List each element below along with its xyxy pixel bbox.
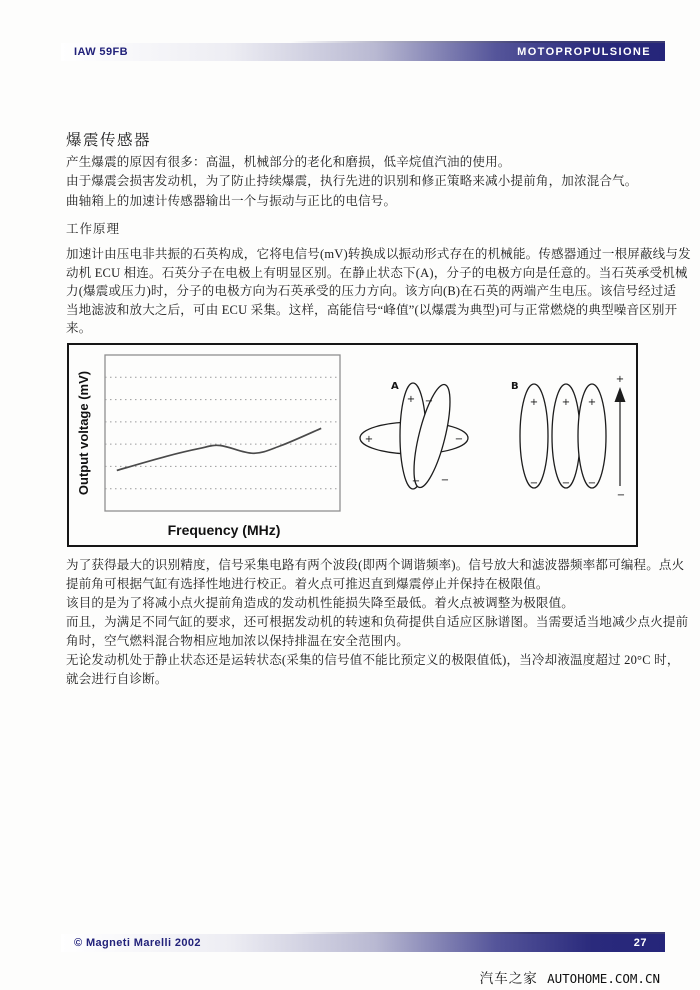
- page-footer: [61, 934, 665, 952]
- section-heading: 工作原理: [66, 222, 121, 236]
- polarity-sign: +: [406, 394, 416, 405]
- text-line: 加速计由压电非共振的石英构成，它将电信号(mV)转换成以振动形式存在的机械能。传感器通过一根屏蔽线与发: [66, 247, 691, 261]
- polarity-sign: +: [615, 374, 625, 385]
- polarity-arrow: [615, 374, 626, 501]
- figure-canvas: [69, 345, 636, 545]
- polarity-sign: −: [424, 396, 434, 407]
- y-axis-label: Output voltage (mV): [76, 370, 91, 496]
- polarity-sign: −: [587, 478, 597, 489]
- watermark-en: AUTOHOME.COM.CN: [547, 971, 660, 986]
- watermark: [480, 967, 660, 987]
- text-line: 提前角可根据气缸有选择性地进行校正。着火点可推迟直到爆震停止并保持在极限值。: [66, 577, 549, 591]
- text-line: 由于爆震会损害发动机，为了防止持续爆震，执行先进的识别和修正策略来减小提前角，加浓混合气。: [66, 174, 638, 189]
- signal-curve: [117, 428, 321, 470]
- polarity-sign: +: [561, 397, 571, 408]
- polarity-sign: −: [529, 478, 539, 489]
- page-header: [61, 43, 665, 61]
- intro-paragraph: [66, 153, 638, 211]
- chart-gridlines: [105, 377, 340, 488]
- polarity-sign: +: [529, 397, 539, 408]
- quartz-molecules-aligned: [511, 374, 626, 501]
- quartz-molecules-random: [360, 381, 468, 491]
- polarity-sign: −: [454, 434, 464, 445]
- chart-plot-area: [105, 355, 340, 511]
- sensor-figure: [67, 343, 638, 547]
- text-line: 曲轴箱上的加速计传感器输出一个与振动与正比的电信号。: [66, 193, 397, 208]
- polarity-sign: −: [561, 478, 571, 489]
- x-axis-label: Frequency (MHz): [167, 522, 281, 538]
- text-line: 来。: [66, 321, 92, 336]
- page-number: 27: [633, 937, 647, 949]
- text-line: 角时，空气燃料混合物相应地加浓以保持排温在安全范围内。: [66, 634, 409, 648]
- polarity-sign: −: [616, 490, 626, 501]
- page-title: 爆震传感器: [66, 132, 152, 149]
- text-line: 为了获得最大的识别精度，信号采集电路有两个波段(即两个调谐频率)。信号放大和滤波器频率都可编程。点火: [66, 558, 685, 572]
- text-line: 就会进行自诊断。: [66, 672, 168, 686]
- doc-code-label: IAW 59FB: [74, 46, 128, 58]
- diagram-a-label: A: [391, 381, 399, 392]
- text-line: 当地滤波和放大之后，可由 ECU 采集。这样，高能信号“峰值”(以爆震为典型)可与正常燃烧的典型噪音区别开: [66, 302, 678, 317]
- text-line: 动机 ECU 相连。石英分子在电极上有明显区别。在静止状态下(A)，分子的电极方向是任意的。当石英承受机械: [66, 265, 688, 280]
- principle-paragraph: [66, 245, 691, 338]
- copyright-label: © Magneti Marelli 2002: [74, 937, 201, 949]
- polarity-sign: −: [440, 475, 450, 486]
- text-line: 力(爆震或压力)时，分子的电极方向为石英承受的压力方向。该方向(B)在石英的两端产生电压。该信号经过适: [66, 284, 677, 299]
- polarity-sign: −: [411, 476, 421, 487]
- text-line: 该目的是为了将减小点火提前角造成的发动机性能损失降至最低。着火点被调整为极限值。: [66, 596, 575, 610]
- polarity-sign: +: [364, 434, 374, 445]
- calibration-paragraph: [66, 556, 688, 689]
- watermark-cn: 汽车之家: [479, 971, 538, 986]
- arrowhead-icon: [615, 387, 626, 402]
- diagram-b-label: B: [511, 381, 519, 392]
- doc-section-label: MOTOPROPULSIONE: [517, 46, 651, 58]
- text-line: 而且，为满足不同气缸的要求，还可根据发动机的转速和负荷提供自适应区脉谱图。当需要适当地减少点火提前: [66, 615, 689, 629]
- text-line: 产生爆震的原因有很多：高温，机械部分的老化和磨损，低辛烷值汽油的使用。: [66, 155, 511, 169]
- text-line: 无论发动机处于静止状态还是运转状态(采集的信号值不能比预定义的极限值低)，当冷却液温度超过 20°C 时，: [66, 653, 680, 667]
- polarity-sign: +: [587, 397, 597, 408]
